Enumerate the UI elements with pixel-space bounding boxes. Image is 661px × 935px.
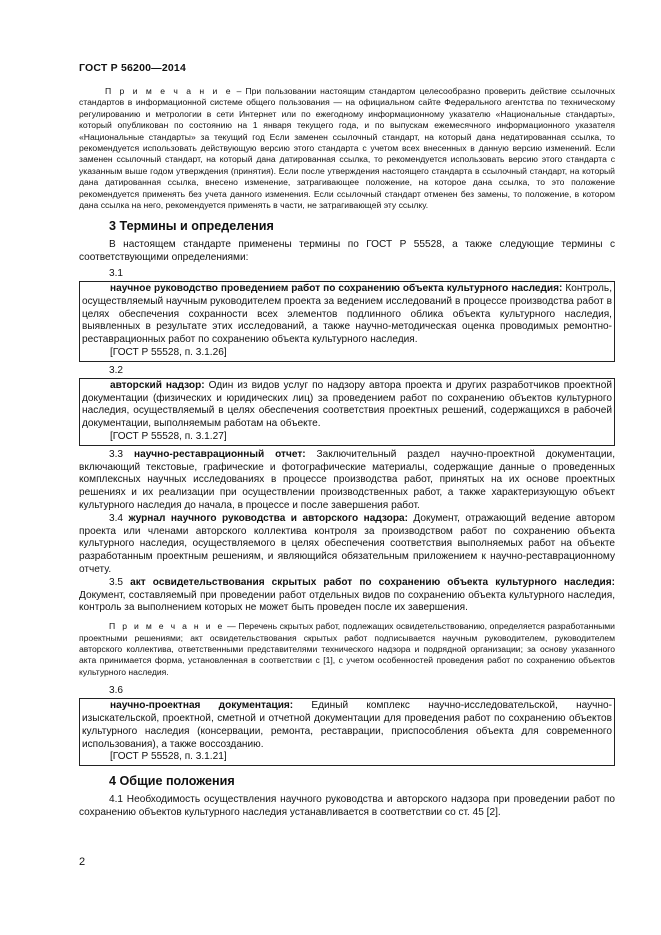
note-standards-reference: [79, 86, 615, 211]
term-3-5: [79, 577, 615, 615]
term-3-4-term: журнал научного руководства и авторского надзора:: [128, 512, 408, 524]
note-hidden-works: [79, 621, 615, 678]
term-3-2-reference: [ГОСТ Р 55528, п. 3.1.27]: [110, 431, 227, 443]
term-3-5-term: акт освидетельствования скрытых работ по сохранению объекта культурного наследия:: [130, 576, 615, 588]
section-3-title: 3 Термины и определения: [109, 219, 274, 234]
term-3-2-number: 3.2: [109, 364, 124, 376]
page-number: 2: [79, 856, 86, 868]
term-3-3-term: научно-реставрационный отчет:: [133, 448, 306, 460]
note-2-label: П р и м е ч а н и е: [109, 621, 225, 632]
term-3-5-definition: Документ, составляемый при проведении работ отдельных видов по сохранению объекта культурного наследия, контроль за выполнением которых не может быть проведен после их завершения.: [79, 589, 615, 614]
clause-4-1: 4.1 Необходимость осуществления научного руководства и авторского надзора при проведении работ по сохранению объектов культурного наследия устанавливается в соответствии со ст. 45 [2].: [79, 794, 615, 818]
term-3-1-term: научное руководство проведением работ по сохранению объекта культурного наследия:: [110, 283, 563, 295]
note-2-text: — Перечень скрытых работ, подлежащих освидетельствованию, определяется разработанными проектными решениями; акт освидетельствования скрытых работ подписывается научным руководителем, руководителем авторского коллектива, ответственными представителями технического надзора и подрядной организации; за основу указанного акта принимается форма, установленная в соответствии с [1], с учетом особенностей проведения работ по сохранению объектов культурного наследия.: [79, 621, 615, 677]
term-3-6-definition: Единый комплекс научно-исследовательской, научно-изыскательской, проектной, сметной и отчетной документации для проведения работ по сохранению объектов культурного наследия (консервации, ремонта, реставрации, приспособления объекта для современного использования), а также воссозданию.: [82, 700, 612, 750]
note-label: П р и м е ч а н и е: [105, 86, 233, 96]
page-body: [79, 86, 615, 820]
term-3-6-reference: [ГОСТ Р 55528, п. 3.1.21]: [110, 751, 227, 763]
term-3-6-number: 3.6: [109, 685, 124, 697]
term-3-3-definition: Заключительный раздел научно-проектной документации, включающий текстовые, графические и фотографические материалы, содержащие данные о проведенных комплексных научных исследованиях в процессе производства работ, принятых на их основе проектных решениях и их реализации при осуществлении производственных работ, а также характеризующую объект культурного наследия до начала, в процессе и после завершения работ.: [79, 448, 615, 512]
term-3-1-reference: [ГОСТ Р 55528, п. 3.1.26]: [110, 347, 227, 359]
term-3-3: [79, 449, 615, 513]
term-3-5-number: 3.5: [109, 576, 124, 588]
term-3-2-definition: Один из видов услуг по надзору автора проекта и других разработчиков проектной документации (физических и юридических лиц) за проведением работ по сохранению объектов культурного наследия, осуществляемый в целях обеспечения соответствия проектных решений, содержащихся в рабочей документации, выполняемым работам на объекте.: [82, 379, 612, 430]
term-3-4-definition: Документ, отражающий ведение автором проекта или членами авторского коллектива контроля за производством работ по сохранению объекта культурного наследия, осуществляемого в целях обеспечения соответствия выполняемых работ на объекте разработанным проектным решениям, и являющийся обязательным приложением к научно-реставрационному отчету.: [79, 512, 616, 575]
note-text: – При пользовании настоящим стандартом целесообразно проверить действие ссылочных стандартов в информационной системе общего пользования — на официальном сайте Федерального агентства по техническому регулированию и метрологии в сети Интернет или по ежегодному информационному указателю «Национальные стандарты», который опубликован по состоянию на 1 января текущего года, и по выпускам ежемесячного информационного указателя «Национальные стандарты» за текущий год Если заменен ссылочный стандарт, на который дана недатированная ссылка, то рекомендуется использовать действующую версию этого стандарта с учетом всех внесенных в данную версию изменений. Если заменен ссылочный стандарт, на который дана датированная ссылка, то рекомендуется использовать версию этого стандарта с указанным выше годом утверждения (принятия). Если после утверждения настоящего стандарта в ссылочный стандарт, на который дана датированная ссылка, внесено изменение, затрагивающее положение, на которое дана ссылка, то это положение рекомендуется применять без учета данного изменения. Если ссылочный стандарт отменен без замены, то положение, в котором дана ссылка на него, рекомендуется применять в части, не затрагивающей эту ссылку.: [79, 86, 615, 211]
term-3-3-number: 3.3: [109, 448, 124, 460]
term-3-2-box: [79, 378, 615, 446]
term-3-6-box: [79, 698, 615, 766]
term-3-1-definition: Контроль, осуществляемый научным руководителем проекта за ведением исследований в процессе производства работ в целях обеспечения сохранности всех элементов подлинного облика объекта культурного наследия, выявленных в результате этих исследований, а также научно-методическая оценка проводимых ремонтно-реставрационных работ по сохранению объекта культурного наследия.: [82, 283, 612, 346]
term-3-1-number: 3.1: [109, 268, 124, 280]
section-3-intro: В настоящем стандарте применены термины по ГОСТ Р 55528, а также следующие термины с соответствующими определениями:: [79, 239, 615, 264]
term-3-2-term: авторский надзор:: [110, 379, 205, 391]
term-3-6-term: научно-проектная документация:: [110, 700, 294, 712]
term-3-4: [79, 513, 615, 577]
section-4-title: 4 Общие положения: [109, 774, 235, 789]
term-3-4-number: 3.4: [109, 512, 124, 524]
document-header: ГОСТ Р 56200—2014: [79, 62, 187, 74]
term-3-1-box: [79, 281, 615, 362]
